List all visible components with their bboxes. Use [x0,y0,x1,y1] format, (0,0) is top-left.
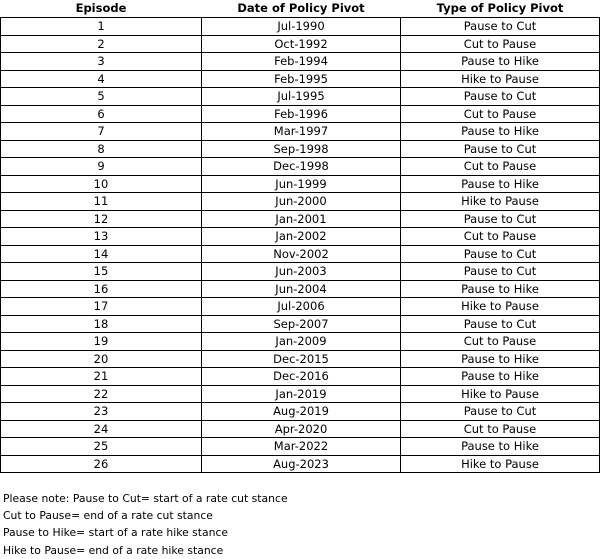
episode-cell: 17 [1,298,202,316]
type-cell: Pause to Hike [401,350,600,368]
date-cell: Jun-2003 [202,263,401,281]
date-cell: Jun-1999 [202,175,401,193]
date-cell: Dec-1998 [202,158,401,176]
date-cell: Jan-2002 [202,228,401,246]
episode-cell: 8 [1,140,202,158]
episode-cell: 10 [1,175,202,193]
table-row [1,18,600,36]
table-row [1,193,600,211]
date-cell: Jul-1995 [202,88,401,106]
episode-cell: 1 [1,18,202,36]
type-cell: Pause to Cut [401,140,600,158]
episode-cell: 5 [1,88,202,106]
type-cell: Cut to Pause [401,228,600,246]
type-cell: Hike to Pause [401,193,600,211]
date-cell: Jul-1990 [202,18,401,36]
type-cell: Pause to Cut [401,263,600,281]
type-cell: Pause to Hike [401,123,600,141]
date-cell: Jul-2006 [202,298,401,316]
episode-cell: 7 [1,123,202,141]
table-body [1,18,600,473]
date-cell: Nov-2002 [202,245,401,263]
type-cell: Pause to Hike [401,368,600,386]
table-row [1,70,600,88]
table-row [1,350,600,368]
type-cell: Cut to Pause [401,333,600,351]
episode-cell: 14 [1,245,202,263]
type-cell: Pause to Cut [401,245,600,263]
type-cell: Pause to Cut [401,315,600,333]
episode-cell: 16 [1,280,202,298]
episode-cell: 23 [1,403,202,421]
date-cell: Apr-2020 [202,420,401,438]
date-cell: Jan-2001 [202,210,401,228]
table-row [1,140,600,158]
type-cell: Pause to Hike [401,53,600,71]
type-cell: Cut to Pause [401,158,600,176]
type-cell: Pause to Cut [401,210,600,228]
table-row [1,228,600,246]
type-cell: Hike to Pause [401,455,600,473]
episode-cell: 3 [1,53,202,71]
table-row [1,263,600,281]
date-cell: Jan-2009 [202,333,401,351]
episode-cell: 11 [1,193,202,211]
type-cell: Hike to Pause [401,298,600,316]
episode-cell: 6 [1,105,202,123]
episode-cell: 22 [1,385,202,403]
date-cell: Aug-2019 [202,403,401,421]
episode-cell: 15 [1,263,202,281]
episode-cell: 21 [1,368,202,386]
date-cell: Aug-2023 [202,455,401,473]
table-row [1,175,600,193]
type-cell: Hike to Pause [401,70,600,88]
date-cell: Jan-2019 [202,385,401,403]
table-row [1,88,600,106]
date-cell: Mar-1997 [202,123,401,141]
date-cell: Jun-2000 [202,193,401,211]
note-hike-to-pause: Hike to Pause= end of a rate hike stance [3,543,224,557]
type-cell: Pause to Cut [401,403,600,421]
episode-cell: 18 [1,315,202,333]
table-row [1,53,600,71]
table-row [1,403,600,421]
type-cell: Pause to Hike [401,438,600,456]
episode-cell: 19 [1,333,202,351]
notes-section [3,490,288,559]
table-row [1,245,600,263]
table-row [1,368,600,386]
table-row [1,298,600,316]
header-date-of-policy-pivot: Date of Policy Pivot [237,1,365,15]
type-cell: Pause to Cut [401,88,600,106]
table-row [1,210,600,228]
date-cell: Feb-1996 [202,105,401,123]
date-cell: Dec-2016 [202,368,401,386]
type-cell: Cut to Pause [401,35,600,53]
episode-cell: 25 [1,438,202,456]
table-row [1,420,600,438]
episode-cell: 9 [1,158,202,176]
type-cell: Pause to Cut [401,18,600,36]
date-cell: Mar-2022 [202,438,401,456]
table-row [1,35,600,53]
table-row [1,455,600,473]
date-cell: Jun-2004 [202,280,401,298]
table-row [1,385,600,403]
type-cell: Cut to Pause [401,105,600,123]
note-cut-to-pause: Cut to Pause= end of a rate cut stance [3,509,213,523]
episode-cell: 12 [1,210,202,228]
table-row [1,105,600,123]
table-header-row [1,0,600,18]
table-row [1,315,600,333]
type-cell: Hike to Pause [401,385,600,403]
table-row [1,123,600,141]
date-cell: Sep-2007 [202,315,401,333]
header-episode: Episode [75,1,127,15]
note-pause-to-cut: Please note: Pause to Cut= start of a rate cut stance [3,492,288,505]
date-cell: Feb-1995 [202,70,401,88]
episode-cell: 20 [1,350,202,368]
header-type-of-policy-pivot: Type of Policy Pivot [436,1,564,15]
episode-cell: 2 [1,35,202,53]
episode-cell: 4 [1,70,202,88]
episode-cell: 26 [1,455,202,473]
episode-cell: 13 [1,228,202,246]
table-row [1,280,600,298]
note-pause-to-hike: Pause to Hike= start of a rate hike stance [3,526,229,540]
type-cell: Pause to Hike [401,280,600,298]
table-row [1,158,600,176]
date-cell: Feb-1994 [202,53,401,71]
date-cell: Sep-1998 [202,140,401,158]
table-row [1,333,600,351]
date-cell: Dec-2015 [202,350,401,368]
type-cell: Pause to Hike [401,175,600,193]
date-cell: Oct-1992 [202,35,401,53]
type-cell: Cut to Pause [401,420,600,438]
episode-cell: 24 [1,420,202,438]
table-row [1,438,600,456]
